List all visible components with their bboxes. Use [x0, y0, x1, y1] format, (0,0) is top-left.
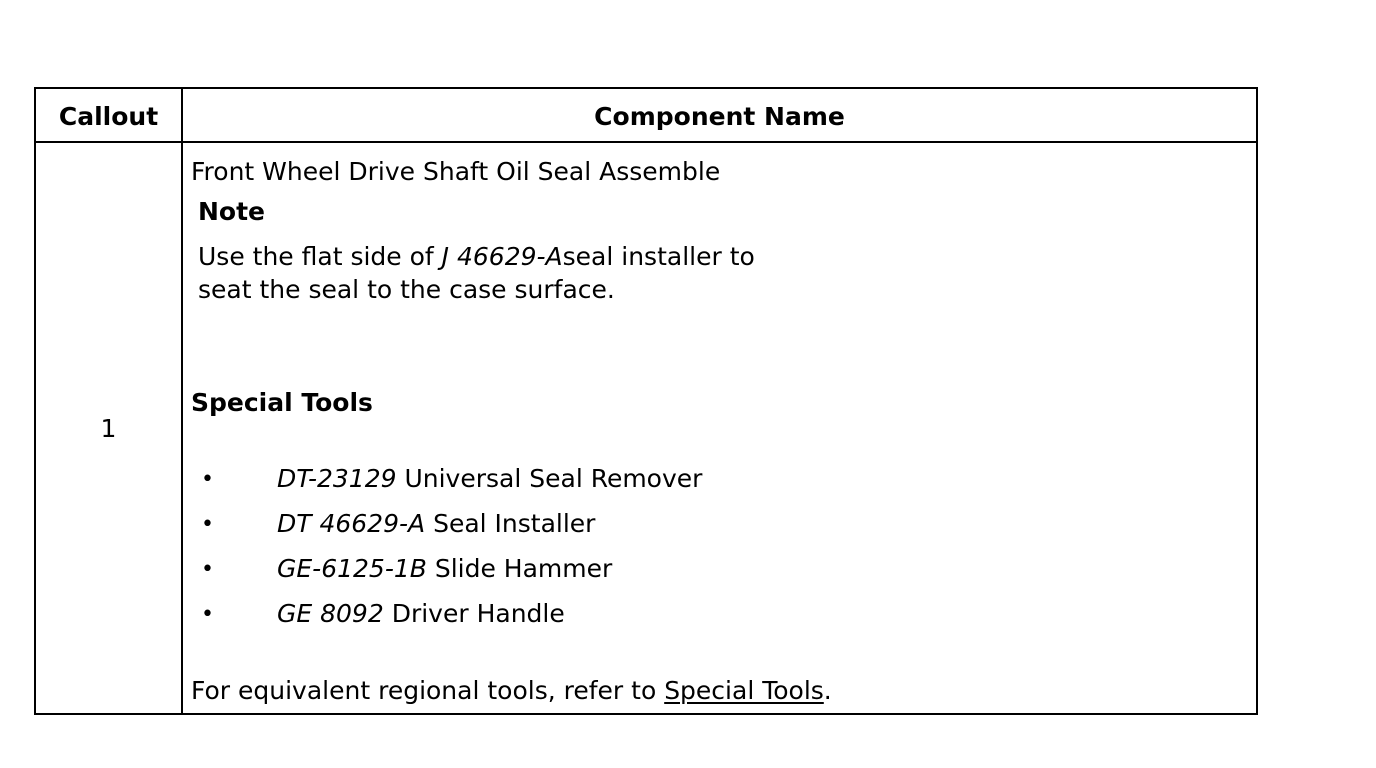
bullet-icon: •: [201, 512, 214, 537]
header-divider: [36, 141, 1256, 143]
bullet-icon: •: [201, 467, 214, 492]
tool-code: GE-6125-1B: [277, 554, 427, 583]
column-divider: [181, 89, 183, 713]
bullet-icon: •: [201, 602, 214, 627]
tool-code: DT 46629-A: [277, 509, 426, 538]
bullet-icon: •: [201, 557, 214, 582]
regional-tools-note: [191, 676, 832, 706]
note-heading: Note: [198, 197, 266, 226]
header-component-name: Component Name: [594, 102, 845, 131]
regional-tools-prefix: For equivalent regional tools, refer to: [191, 676, 665, 705]
tool-name: Slide Hammer: [426, 554, 613, 583]
special-tools-heading: Special Tools: [191, 388, 373, 417]
component-title: Front Wheel Drive Shaft Oil Seal Assemble: [191, 157, 721, 186]
tool-item: [277, 554, 612, 584]
tool-name: Driver Handle: [383, 599, 565, 628]
note-line-2: seat the seal to the case surface.: [198, 275, 615, 304]
tool-item: [277, 599, 565, 629]
callout-number: 1: [100, 414, 117, 443]
tool-code: GE 8092: [277, 599, 384, 628]
tool-item: [277, 509, 595, 539]
component-table: [34, 87, 1258, 715]
note-line-1: [198, 242, 755, 272]
note-tool-code: J 46629-A: [441, 242, 563, 271]
special-tools-link[interactable]: Special Tools: [664, 676, 824, 705]
note-text-suffix: seal installer to: [562, 242, 755, 271]
tool-name: Seal Installer: [425, 509, 596, 538]
regional-tools-suffix: .: [823, 676, 832, 705]
tool-name: Universal Seal Remover: [396, 464, 703, 493]
note-text-prefix: Use the flat side of: [198, 242, 442, 271]
tool-code: DT-23129: [277, 464, 397, 493]
header-callout: Callout: [58, 102, 159, 131]
tool-item: [277, 464, 702, 494]
